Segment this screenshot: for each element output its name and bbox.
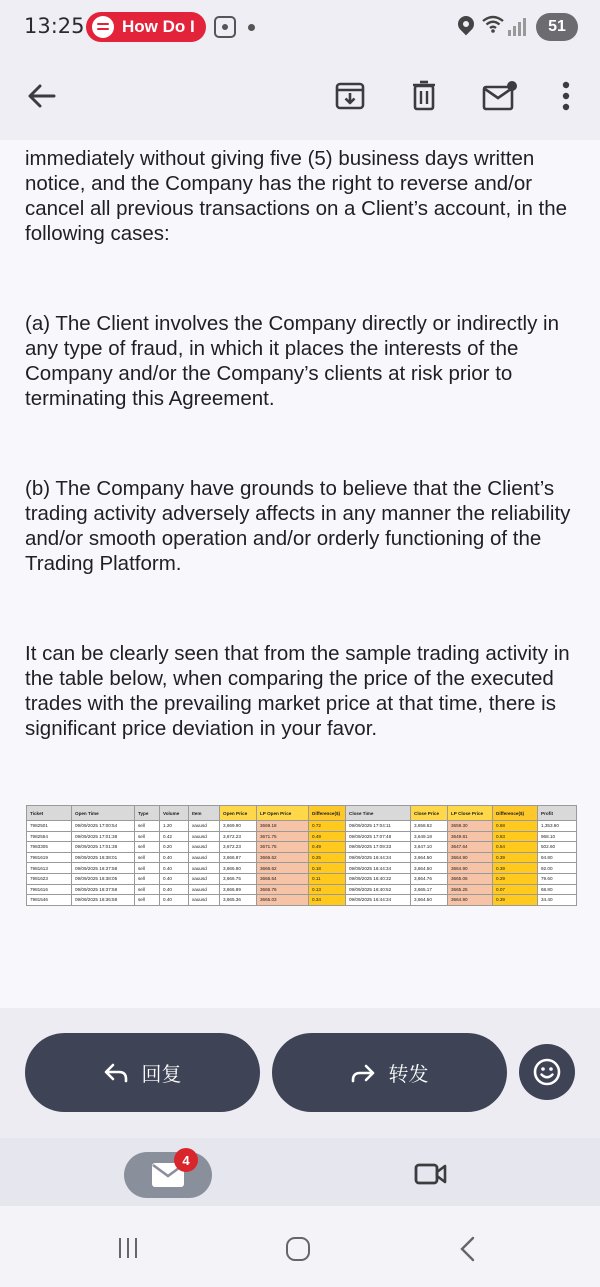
table-row	[27, 873, 577, 884]
table-row	[27, 821, 577, 832]
cell-lp-open-price: 3666.62	[257, 852, 309, 863]
battery-level: 51	[548, 18, 566, 35]
column-header: Close Price	[411, 806, 448, 821]
reply-button[interactable]	[25, 1033, 260, 1112]
location-icon	[455, 13, 478, 36]
cell-lp-close-price: 3665.25	[448, 884, 493, 895]
cell-type: sell	[135, 842, 160, 853]
cell-lp-open-price: 3665.03	[257, 895, 309, 906]
cell-type: sell	[135, 821, 160, 832]
media-notification-title: How Do I	[122, 17, 195, 36]
column-header: Difference($)	[309, 806, 346, 821]
column-header: Open Time	[72, 806, 135, 821]
cell-item: xauusd	[189, 884, 220, 895]
column-header: LP Open Price	[257, 806, 309, 821]
cell-volume: 0.40	[160, 852, 189, 863]
column-header: Ticket	[27, 806, 72, 821]
cell-difference2: 0.54	[493, 842, 538, 853]
back-button[interactable]	[22, 76, 62, 116]
column-header: Close Time	[346, 806, 411, 821]
cell-open-time: 09/09/2025 16:36:58	[72, 895, 135, 906]
cell-open-time: 09/09/2025 17:01:38	[72, 831, 135, 842]
column-header: Profit	[538, 806, 577, 821]
wifi-icon	[482, 14, 504, 39]
system-back-button[interactable]	[458, 1236, 476, 1267]
cell-difference2: 0.63	[493, 831, 538, 842]
cell-type: sell	[135, 852, 160, 863]
cell-item: xauusd	[189, 873, 220, 884]
cell-difference1: 0.34	[309, 895, 346, 906]
email-toolbar	[0, 56, 600, 140]
cell-lp-close-price: 3647.64	[448, 842, 493, 853]
cell-ticket: 7981619	[27, 852, 72, 863]
reply-arrow-icon	[104, 1063, 128, 1083]
table-header-row	[27, 806, 577, 821]
cell-type: sell	[135, 895, 160, 906]
status-bar	[0, 0, 600, 56]
cell-close-price: 3,649.18	[411, 831, 448, 842]
cell-open-time: 09/09/2025 16:38:01	[72, 852, 135, 863]
cell-lp-open-price: 3671.75	[257, 831, 309, 842]
column-header: LP Close Price	[448, 806, 493, 821]
cell-volume: 0.20	[160, 842, 189, 853]
cell-difference2: 0.68	[493, 821, 538, 832]
cell-open-price: 3,666.75	[220, 873, 257, 884]
cell-difference1: 0.49	[309, 842, 346, 853]
cell-lp-open-price: 3666.64	[257, 873, 309, 884]
forward-label: 转发	[388, 1062, 429, 1086]
reply-label: 回复	[141, 1062, 182, 1086]
column-header: Type	[135, 806, 160, 821]
cell-open-time: 09/09/2025 16:37:58	[72, 863, 135, 874]
cell-close-time: 09/09/2025 17:04:11	[346, 821, 411, 832]
smiley-icon	[532, 1057, 562, 1087]
cell-item: xauusd	[189, 852, 220, 863]
body-paragraph: immediately without giving five (5) business days written notice, and the Company has the right to reverse and/or cancel all previous transactions on a Client’s account, in the following cases:	[25, 147, 568, 245]
cell-lp-close-price: 3664.90	[448, 895, 493, 906]
signal-icon	[508, 16, 526, 36]
cell-close-time: 09/09/2025 16:44:34	[346, 852, 411, 863]
column-header: Difference($)	[493, 806, 538, 821]
body-paragraph: It can be clearly seen that from the sample trading activity in the table below, when comparing the price of the executed trades with the prevailing market price at that time, there is significant price deviation in your favor.	[25, 642, 570, 740]
cell-profit: 34.40	[538, 895, 577, 906]
body-paragraph: (b) The Company have grounds to believe that the Client’s trading activity adversely affects in any manner the reliability and/or smooth operation and/or orderly functioning of the Trading Platform.	[25, 477, 571, 575]
cell-profit: 968.10	[538, 831, 577, 842]
cell-volume: 0.40	[160, 873, 189, 884]
mark-unread-button[interactable]	[480, 76, 520, 116]
cell-open-time: 09/09/2025 17:00:54	[72, 821, 135, 832]
cell-close-price: 3,664.50	[411, 852, 448, 863]
cell-close-time: 09/09/2025 17:09:33	[346, 842, 411, 853]
cell-lp-close-price: 3665.06	[448, 873, 493, 884]
cell-type: sell	[135, 863, 160, 874]
notification-dot-icon	[248, 24, 255, 31]
mail-tab[interactable]	[124, 1152, 212, 1198]
table-row	[27, 852, 577, 863]
cell-close-price: 3,664.50	[411, 863, 448, 874]
cell-difference1: 0.11	[309, 873, 346, 884]
reply-actions-bar	[0, 1008, 600, 1138]
cell-ticket: 7981616	[27, 884, 72, 895]
cell-lp-open-price: 3666.62	[257, 863, 309, 874]
cell-profit: 502.60	[538, 842, 577, 853]
cell-difference1: 0.49	[309, 831, 346, 842]
cell-difference2: 0.07	[493, 884, 538, 895]
cell-profit: 79.60	[538, 873, 577, 884]
cell-profit: 92.00	[538, 863, 577, 874]
cell-open-price: 3,666.80	[220, 863, 257, 874]
meet-tab[interactable]	[414, 1162, 448, 1191]
cell-lp-close-price: 3664.90	[448, 863, 493, 874]
recent-apps-button[interactable]	[119, 1238, 137, 1258]
cell-difference2: 0.39	[493, 863, 538, 874]
cell-profit: 68.80	[538, 884, 577, 895]
battery-indicator	[536, 13, 578, 41]
archive-icon	[334, 80, 366, 112]
emoji-reaction-button[interactable]	[519, 1044, 575, 1100]
cell-lp-open-price: 3666.76	[257, 884, 309, 895]
forward-arrow-icon	[351, 1063, 375, 1083]
cell-difference1: 0.25	[309, 852, 346, 863]
cell-item: xauusd	[189, 831, 220, 842]
cell-open-price: 3,665.36	[220, 895, 257, 906]
cell-close-time: 09/09/2025 16:44:34	[346, 895, 411, 906]
table-row	[27, 831, 577, 842]
cell-type: sell	[135, 873, 160, 884]
screen-capture-icon	[214, 16, 236, 38]
cell-difference2: 0.39	[493, 895, 538, 906]
cell-volume: 0.40	[160, 895, 189, 906]
body-paragraph: (a) The Client involves the Company directly or indirectly in any type of fraud, in which it places the interests of the Company and/or the Company’s clients at risk prior to terminating this Agreement.	[25, 312, 559, 410]
cell-close-price: 3,647.10	[411, 842, 448, 853]
cell-ticket: 7982554	[27, 831, 72, 842]
more-vert-icon	[561, 81, 571, 111]
spotify-icon	[92, 16, 114, 38]
mark-unread-icon	[481, 80, 519, 112]
cell-ticket: 7983305	[27, 842, 72, 853]
trash-icon	[409, 80, 439, 112]
cell-lp-close-price: 3659.30	[448, 821, 493, 832]
column-header: Open Price	[220, 806, 257, 821]
cell-volume: 1.20	[160, 821, 189, 832]
cell-close-price: 3,664.76	[411, 873, 448, 884]
cell-open-price: 3,672.23	[220, 831, 257, 842]
cell-volume: 0.40	[160, 863, 189, 874]
cell-volume: 0.42	[160, 831, 189, 842]
email-body	[0, 140, 600, 1008]
cell-lp-close-price: 3664.90	[448, 852, 493, 863]
status-time: 13:25	[24, 14, 85, 38]
cell-type: sell	[135, 884, 160, 895]
cell-lp-open-price: 3671.75	[257, 842, 309, 853]
cell-ticket: 7982501	[27, 821, 72, 832]
cell-volume: 0.40	[160, 884, 189, 895]
cell-item: xauusd	[189, 895, 220, 906]
cell-open-price: 3,666.87	[220, 852, 257, 863]
cell-difference1: 0.72	[309, 821, 346, 832]
cell-open-price: 3,666.89	[220, 884, 257, 895]
cell-close-time: 09/09/2025 16:40:32	[346, 873, 411, 884]
forward-button[interactable]	[272, 1033, 507, 1112]
cell-open-time: 09/09/2025 16:38:05	[72, 873, 135, 884]
media-notification-pill[interactable]	[86, 12, 206, 42]
cell-open-price: 3,669.90	[220, 821, 257, 832]
more-options-button[interactable]	[546, 76, 586, 116]
cell-close-price: 3,664.50	[411, 895, 448, 906]
cell-close-price: 3,665.17	[411, 884, 448, 895]
cell-profit: 1,353.60	[538, 821, 577, 832]
table-row	[27, 863, 577, 874]
cell-ticket: 7981546	[27, 895, 72, 906]
cell-difference2: 0.39	[493, 852, 538, 863]
table-row	[27, 895, 577, 906]
cell-item: xauusd	[189, 842, 220, 853]
cell-difference1: 0.13	[309, 884, 346, 895]
home-button[interactable]	[286, 1237, 310, 1261]
table-row	[27, 884, 577, 895]
cell-profit: 94.80	[538, 852, 577, 863]
cell-close-time: 09/09/2025 16:40:52	[346, 884, 411, 895]
cell-open-time: 09/09/2025 16:37:58	[72, 884, 135, 895]
cell-close-time: 09/09/2025 17:07:48	[346, 831, 411, 842]
cell-open-time: 09/09/2025 17:01:38	[72, 842, 135, 853]
column-header: Volume	[160, 806, 189, 821]
archive-button[interactable]	[330, 76, 370, 116]
cell-close-time: 09/09/2025 16:44:34	[346, 863, 411, 874]
cell-close-price: 3,658.62	[411, 821, 448, 832]
cell-type: sell	[135, 831, 160, 842]
chevron-left-icon	[458, 1236, 476, 1262]
cell-lp-open-price: 3669.18	[257, 821, 309, 832]
trade-activity-table	[26, 805, 577, 906]
bottom-navigation	[0, 1138, 600, 1206]
cell-ticket: 7981613	[27, 863, 72, 874]
cell-item: xauusd	[189, 821, 220, 832]
cell-difference1: 0.18	[309, 863, 346, 874]
cell-lp-close-price: 3649.81	[448, 831, 493, 842]
cell-difference2: 0.29	[493, 873, 538, 884]
system-navigation-bar	[0, 1206, 600, 1287]
video-camera-icon	[414, 1162, 448, 1186]
table-row	[27, 842, 577, 853]
unread-count-badge: 4	[174, 1148, 198, 1172]
cell-ticket: 7981623	[27, 873, 72, 884]
back-arrow-icon	[27, 81, 57, 111]
column-header: Item	[189, 806, 220, 821]
cell-open-price: 3,672.23	[220, 842, 257, 853]
delete-button[interactable]	[404, 76, 444, 116]
cell-item: xauusd	[189, 863, 220, 874]
